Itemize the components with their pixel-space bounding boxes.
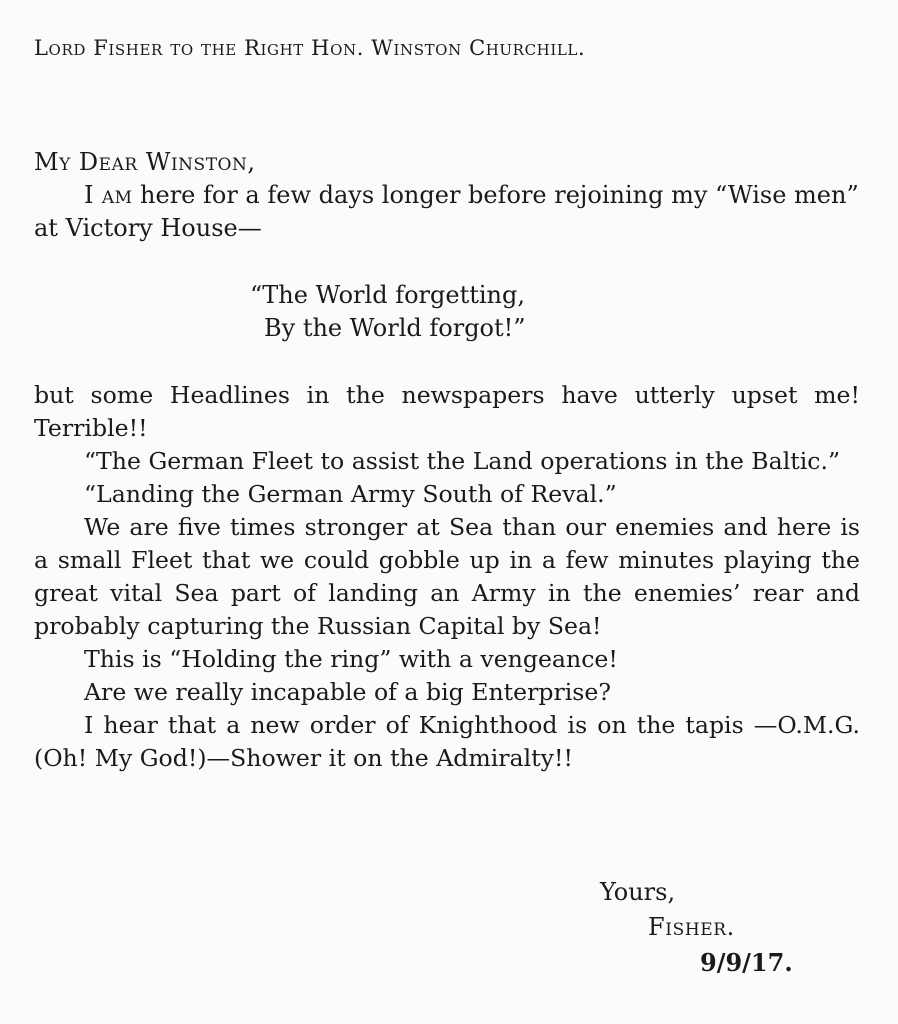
verse-line: By the World forgot!”: [264, 314, 526, 342]
body-paragraph: I hear that a new order of Knighthood is on the tapis —O.M.G. (Oh! My God!)—Shower it on the Admiralty!!: [34, 711, 860, 772]
body-paragraph: but some Headlines in the newspapers have utterly upset me! Terrible!!: [34, 381, 860, 442]
body-paragraph: “The German Fleet to assist the Land operations in the Baltic.”: [84, 447, 841, 475]
opening-paragraph: [34, 179, 860, 245]
verse-line: “The World forgetting,: [250, 281, 525, 309]
body-paragraph: This is “Holding the ring” with a vengeance!: [84, 645, 618, 673]
body-paragraph: “Landing the German Army South of Reval.”: [84, 480, 617, 508]
opening-first-word: I am: [84, 181, 133, 209]
letter-heading: Lord Fisher to the Right Hon. Winston Churchill.: [34, 36, 586, 60]
valediction: Yours,: [600, 878, 676, 906]
body-paragraph: We are five times stronger at Sea than our enemies and here is a small Fleet that we could gobble up in a few minutes playing the great vital Sea part of landing an Army in the enemies’ rear and probably capturing the Russian Capital by Sea!: [34, 513, 860, 640]
verse-quote: [250, 279, 526, 345]
body-paragraph: Are we really incapable of a big Enterprise?: [84, 678, 612, 706]
letter-body: [34, 379, 860, 775]
salutation: My Dear Winston,: [34, 148, 256, 176]
letter-date: 9/9/17.: [700, 948, 793, 977]
signature: Fisher.: [648, 913, 735, 941]
opening-rest: here for a few days longer before rejoining my “Wise men” at Victory House—: [34, 181, 859, 242]
